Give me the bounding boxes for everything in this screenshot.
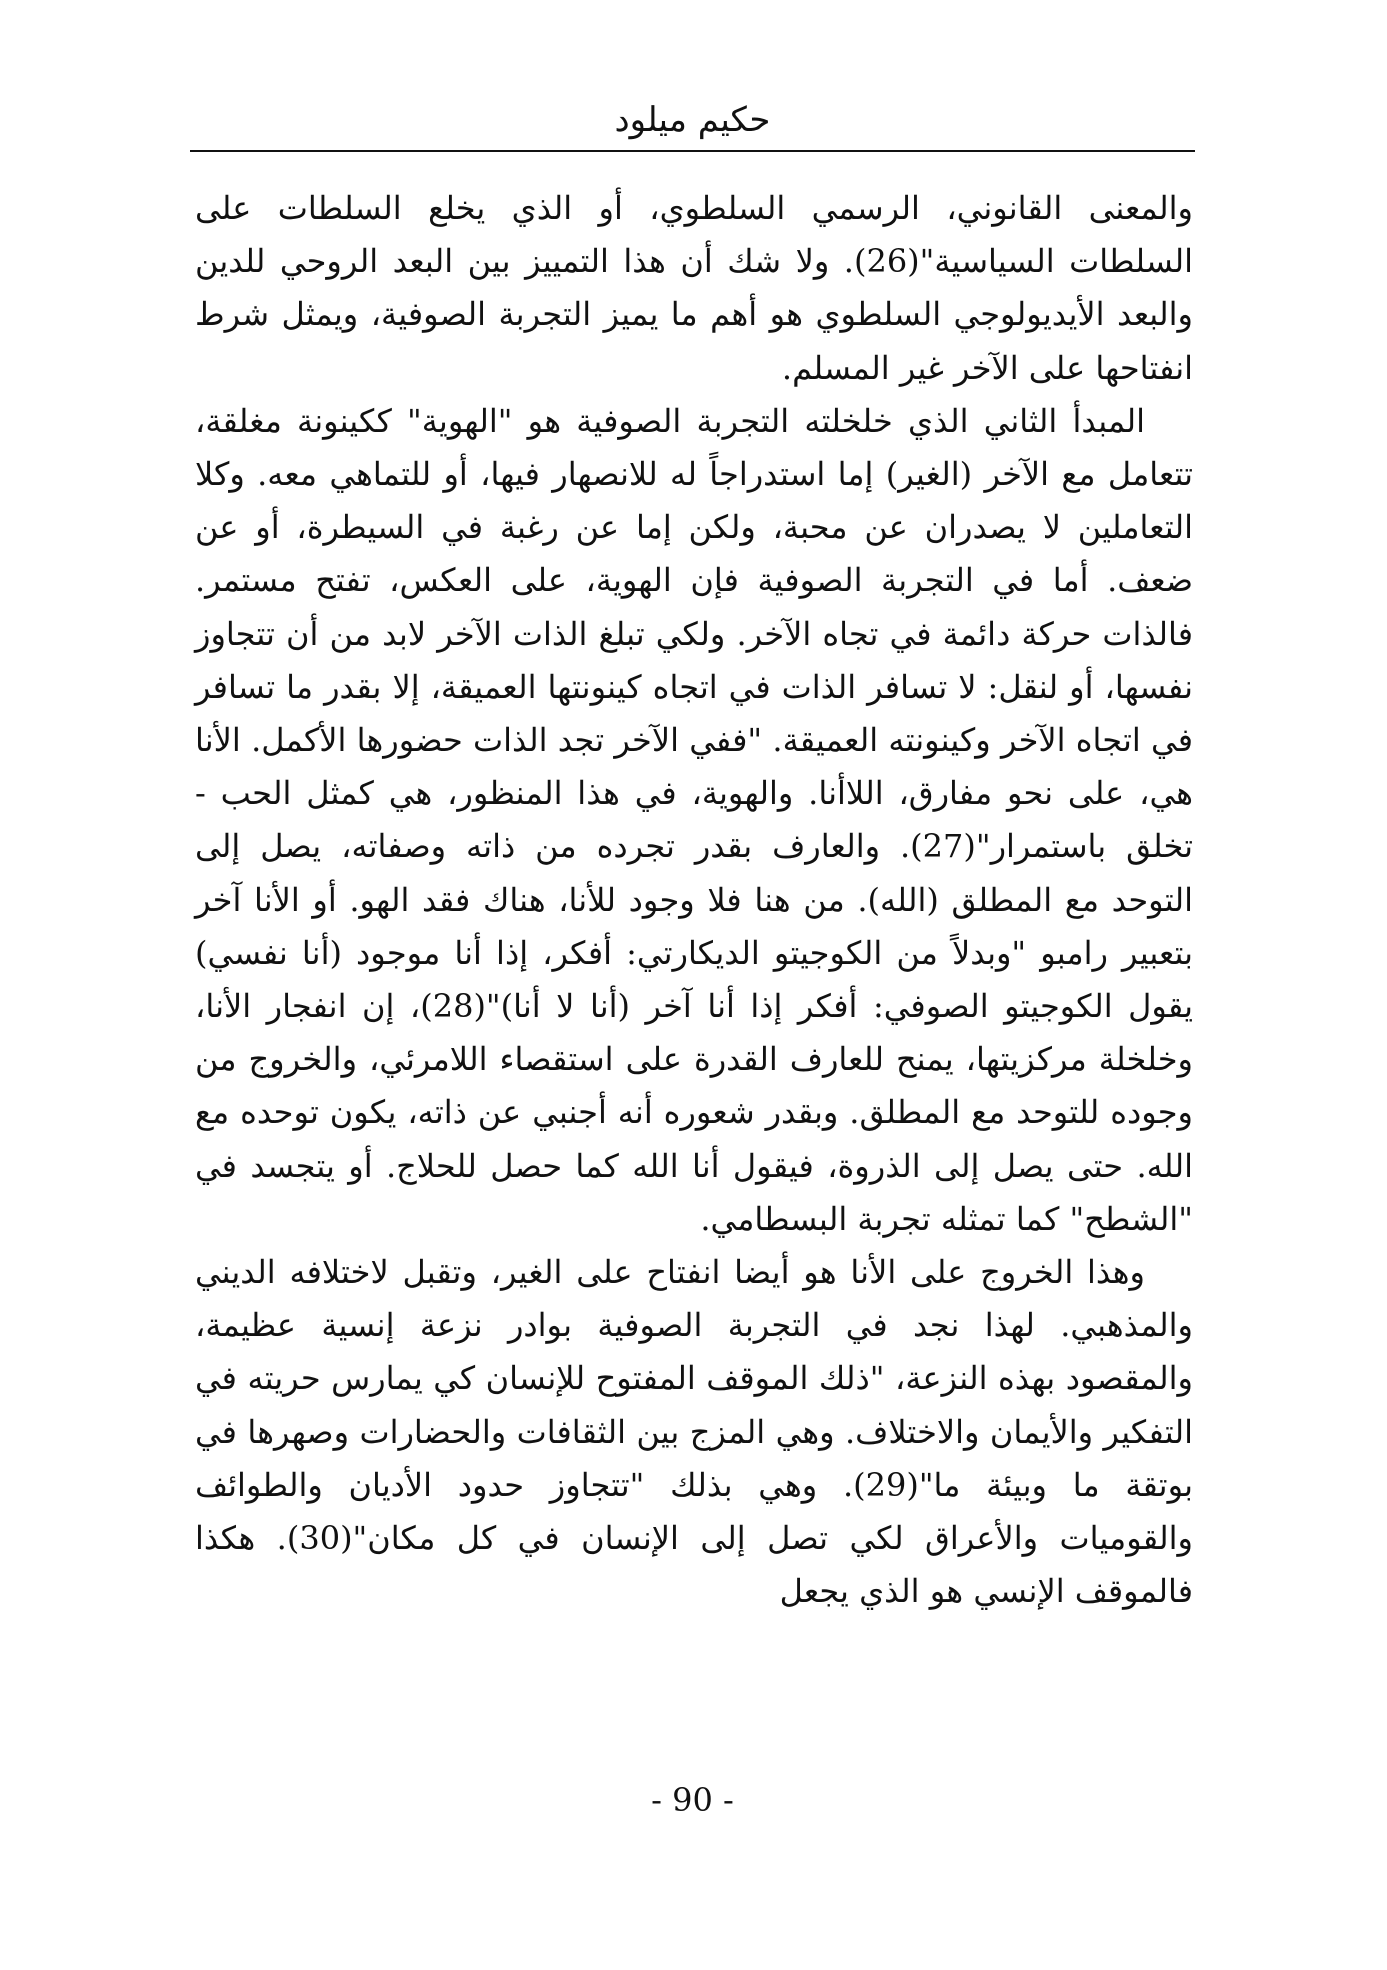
body-text — [195, 182, 1193, 1618]
page-number: - 90 - — [651, 1781, 734, 1819]
header-divider — [190, 150, 1195, 152]
running-header-title: حكيم ميلود — [614, 100, 771, 140]
paragraph-2: المبدأ الثاني الذي خلخلته التجربة الصوفية هو "الهوية" ككينونة مغلقة، تتعامل مع الآخر (الغير) إما استدراجاً له للانصهار فيها، أو للتماهي معه. وكلا التعاملين لا يصدران عن محبة، ولكن إما عن رغبة في السيطرة، أو عن ضعف. أما في التجربة الصوفية فإن الهوية، على العكس، تفتح مستمر. فالذات حركة دائمة في تجاه الآخر. ولكي تبلغ الذات الآخر لابد من أن تتجاوز نفسها، أو لنقل: لا تسافر الذات في اتجاه كينونتها العميقة، إلا بقدر ما تسافر في اتجاه الآخر وكينونته العميقة. "ففي الآخر تجد الذات حضورها الأكمل. الأنا هي، على نحو مفارق، اللاأنا. والهوية، في هذا المنظور، هي كمثل الحب - تخلق باستمرار"(27). والعارف بقدر تجرده من ذاته وصفاته، يصل إلى التوحد مع المطلق (الله). من هنا فلا وجود للأنا، هناك فقد الهو. أو الأنا آخر بتعبير رامبو "وبدلاً من الكوجيتو الديكارتي: أفكر، إذا أنا موجود (أنا نفسي) يقول الكوجيتو الصوفي: أفكر إذا أنا آخر (أنا لا أنا)"(28)، إن انفجار الأنا، وخلخلة مركزيتها، يمنح للعارف القدرة على استقصاء اللامرئي، والخروج من وجوده للتوحد مع المطلق. وبقدر شعوره أنه أجنبي عن ذاته، يكون توحده مع الله. حتى يصل إلى الذروة، فيقول أنا الله كما حصل للحلاج. أو يتجسد في "الشطح" كما تمثله تجربة البسطامي. — [195, 401, 1194, 1238]
paragraph-1: والمعنى القانوني، الرسمي السلطوي، أو الذي يخلع السلطات على السلطات السياسية"(26). ولا شك أن هذا التمييز بين البعد الروحي للدين والبعد الأيديولوجي السلطوي هو أهم ما يميز التجربة الصوفية، ويمثل شرط انفتاحها على الآخر غير المسلم. — [195, 189, 1194, 387]
paragraph-3: وهذا الخروج على الأنا هو أيضا انفتاح على الغير، وتقبل لاختلافه الديني والمذهبي. لهذا نجد في التجربة الصوفية بوادر نزعة إنسية عظيمة، والمقصود بهذه النزعة، "ذلك الموقف المفتوح للإنسان كي يمارس حريته في التفكير والأيمان والاختلاف. وهي المزج بين الثقافات والحضارات وصهرها في بوتقة ما وبيئة ما"(29). وهي بذلك "تتجاوز حدود الأديان والطوائف والقوميات والأعراق لكي تصل إلى الإنسان في كل مكان"(30). هكذا فالموقف الإنسي هو الذي يجعل — [195, 1253, 1194, 1611]
